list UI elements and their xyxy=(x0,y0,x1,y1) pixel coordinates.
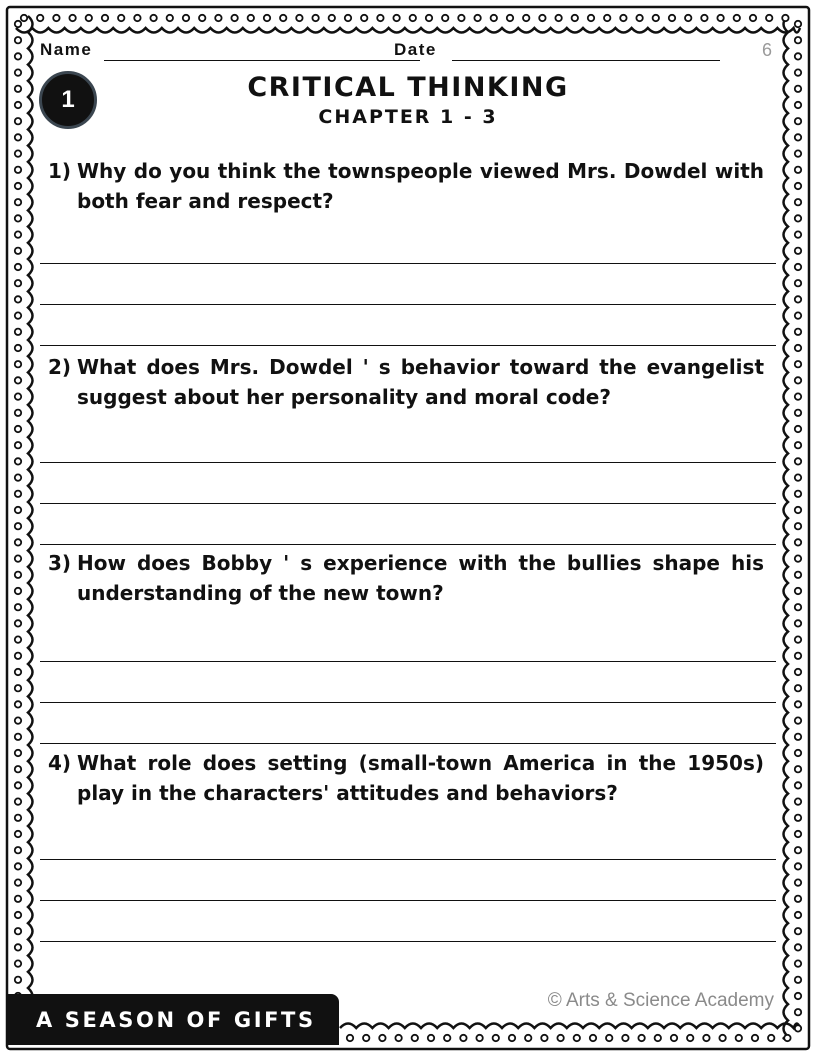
question-text: What does Mrs. Dowdel ' s behavior toward the evangelist suggest about her personality and moral code? xyxy=(77,355,764,409)
question-number: 2) xyxy=(48,355,72,379)
answer-line[interactable] xyxy=(40,859,776,860)
answer-line[interactable] xyxy=(40,702,776,703)
page-subtitle: CHAPTER 1 - 3 xyxy=(318,106,498,128)
answer-line[interactable] xyxy=(40,661,776,662)
question-text: Why do you think the townspeople viewed Mrs. Dowdel with both fear and respect? xyxy=(77,159,764,213)
answer-line[interactable] xyxy=(40,462,776,463)
answer-line[interactable] xyxy=(40,503,776,504)
question-number: 3) xyxy=(48,551,72,575)
question-number: 1) xyxy=(48,159,72,183)
answer-line[interactable] xyxy=(40,743,776,744)
question-1 xyxy=(48,156,764,216)
answer-line[interactable] xyxy=(40,304,776,305)
question-text: How does Bobby ' s experience with the bullies shape his understanding of the new town? xyxy=(77,551,764,605)
question-text: What role does setting (small-town America in the 1950s) play in the characters' attitudes and behaviors? xyxy=(77,751,764,805)
answer-line[interactable] xyxy=(40,900,776,901)
answer-line[interactable] xyxy=(40,263,776,264)
question-number: 4) xyxy=(48,751,72,775)
chapter-badge: 1 xyxy=(39,71,97,129)
page-title: CRITICAL THINKING xyxy=(247,72,569,103)
date-field-line[interactable] xyxy=(452,60,720,61)
book-title-tag: A SEASON OF GIFTS xyxy=(6,994,339,1045)
answer-line[interactable] xyxy=(40,345,776,346)
question-2 xyxy=(48,352,764,412)
answer-line[interactable] xyxy=(40,544,776,545)
copyright-notice: © Arts & Science Academy xyxy=(547,990,774,1011)
page-number: 6 xyxy=(761,40,772,60)
answer-line[interactable] xyxy=(40,941,776,942)
question-4 xyxy=(48,748,764,808)
question-3 xyxy=(48,548,764,608)
header-row xyxy=(40,40,780,64)
date-label: Date xyxy=(394,40,437,59)
name-label: Name xyxy=(40,40,93,59)
name-field-line[interactable] xyxy=(104,60,420,61)
